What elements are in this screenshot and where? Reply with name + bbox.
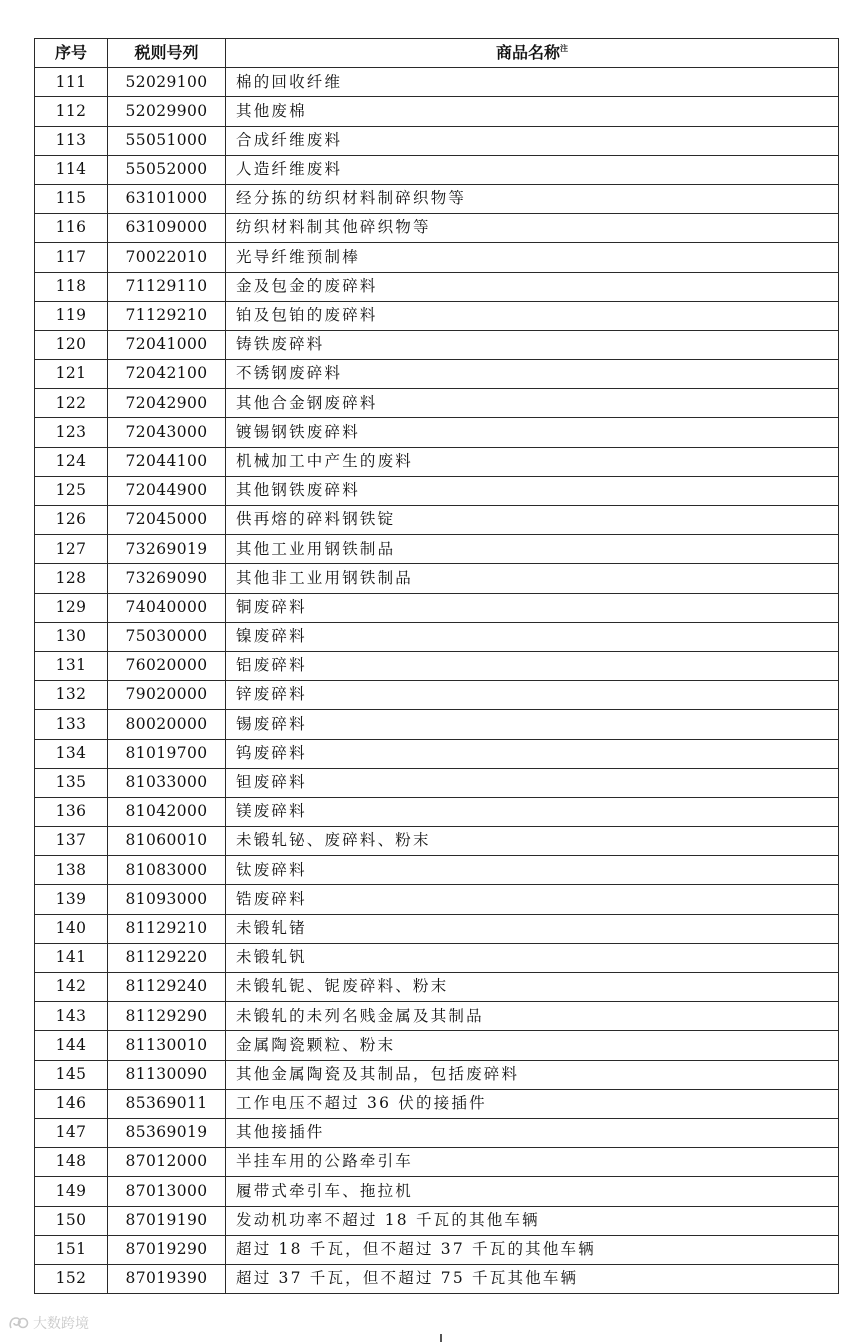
row-seq: 132 — [35, 681, 108, 710]
row-tariff-code: 81129210 — [108, 914, 226, 943]
row-commodity-name: 镍废碎料 — [226, 622, 839, 651]
table-row — [35, 739, 839, 768]
row-tariff-code: 55052000 — [108, 155, 226, 184]
row-tariff-code: 79020000 — [108, 681, 226, 710]
row-seq: 147 — [35, 1118, 108, 1147]
row-seq: 112 — [35, 97, 108, 126]
row-commodity-name: 工作电压不超过 36 伏的接插件 — [226, 1089, 839, 1118]
row-seq: 142 — [35, 973, 108, 1002]
row-tariff-code: 72045000 — [108, 506, 226, 535]
row-commodity-name: 金及包金的废碎料 — [226, 272, 839, 301]
row-tariff-code: 81033000 — [108, 768, 226, 797]
row-tariff-code: 52029100 — [108, 68, 226, 97]
row-seq: 135 — [35, 768, 108, 797]
table-row — [35, 506, 839, 535]
row-seq: 148 — [35, 1148, 108, 1177]
row-seq: 111 — [35, 68, 108, 97]
row-commodity-name: 镀锡钢铁废碎料 — [226, 418, 839, 447]
row-seq: 127 — [35, 535, 108, 564]
table-row — [35, 768, 839, 797]
row-seq: 123 — [35, 418, 108, 447]
row-tariff-code: 87019190 — [108, 1206, 226, 1235]
row-commodity-name: 未锻轧铋、废碎料、粉末 — [226, 827, 839, 856]
row-seq: 115 — [35, 184, 108, 213]
row-seq: 150 — [35, 1206, 108, 1235]
row-commodity-name: 其他钢铁废碎料 — [226, 476, 839, 505]
table-row — [35, 1177, 839, 1206]
header-commodity-name-label: 商品名称 — [495, 43, 560, 63]
row-commodity-name: 不锈钢废碎料 — [226, 360, 839, 389]
row-seq: 131 — [35, 651, 108, 680]
row-commodity-name: 履带式牵引车、拖拉机 — [226, 1177, 839, 1206]
row-tariff-code: 81130090 — [108, 1060, 226, 1089]
row-commodity-name: 纺织材料制其他碎织物等 — [226, 214, 839, 243]
header-tariff-code: 税则号列 — [108, 39, 226, 68]
table-row — [35, 1031, 839, 1060]
row-seq: 144 — [35, 1031, 108, 1060]
table-row — [35, 214, 839, 243]
row-seq: 119 — [35, 301, 108, 330]
watermark — [8, 1313, 89, 1333]
table-row — [35, 973, 839, 1002]
row-tariff-code: 52029900 — [108, 97, 226, 126]
table-row — [35, 681, 839, 710]
row-commodity-name: 铝废碎料 — [226, 651, 839, 680]
row-tariff-code: 63109000 — [108, 214, 226, 243]
table-row — [35, 1235, 839, 1264]
row-tariff-code: 81093000 — [108, 885, 226, 914]
table-row — [35, 1089, 839, 1118]
table-row — [35, 943, 839, 972]
table-row — [35, 330, 839, 359]
row-seq: 125 — [35, 476, 108, 505]
table-row — [35, 272, 839, 301]
row-seq: 121 — [35, 360, 108, 389]
row-tariff-code: 72042100 — [108, 360, 226, 389]
table-row — [35, 1118, 839, 1147]
row-seq: 138 — [35, 856, 108, 885]
row-tariff-code: 81042000 — [108, 797, 226, 826]
table-row — [35, 535, 839, 564]
row-tariff-code: 81130010 — [108, 1031, 226, 1060]
row-commodity-name: 锡废碎料 — [226, 710, 839, 739]
table-row — [35, 447, 839, 476]
row-tariff-code: 75030000 — [108, 622, 226, 651]
table-row — [35, 1002, 839, 1031]
row-tariff-code: 63101000 — [108, 184, 226, 213]
row-tariff-code: 81129290 — [108, 1002, 226, 1031]
row-commodity-name: 未锻轧锗 — [226, 914, 839, 943]
row-seq: 140 — [35, 914, 108, 943]
row-tariff-code: 72044900 — [108, 476, 226, 505]
row-seq: 124 — [35, 447, 108, 476]
row-commodity-name: 铂及包铂的废碎料 — [226, 301, 839, 330]
table-row — [35, 827, 839, 856]
row-commodity-name: 经分拣的纺织材料制碎织物等 — [226, 184, 839, 213]
table-row — [35, 97, 839, 126]
row-seq: 130 — [35, 622, 108, 651]
row-tariff-code: 73269019 — [108, 535, 226, 564]
row-seq: 134 — [35, 739, 108, 768]
row-seq: 126 — [35, 506, 108, 535]
row-tariff-code: 72044100 — [108, 447, 226, 476]
row-seq: 114 — [35, 155, 108, 184]
row-tariff-code: 81129240 — [108, 973, 226, 1002]
row-seq: 129 — [35, 593, 108, 622]
watermark-text: 大数跨境 — [33, 1316, 89, 1332]
row-tariff-code: 73269090 — [108, 564, 226, 593]
table-row — [35, 243, 839, 272]
row-commodity-name: 其他合金钢废碎料 — [226, 389, 839, 418]
row-seq: 149 — [35, 1177, 108, 1206]
table-row — [35, 564, 839, 593]
row-tariff-code: 74040000 — [108, 593, 226, 622]
page-number-mark — [440, 1334, 442, 1342]
row-seq: 137 — [35, 827, 108, 856]
row-seq: 143 — [35, 1002, 108, 1031]
row-commodity-name: 棉的回收纤维 — [226, 68, 839, 97]
row-tariff-code: 81129220 — [108, 943, 226, 972]
table-row — [35, 914, 839, 943]
row-seq: 118 — [35, 272, 108, 301]
row-tariff-code: 71129110 — [108, 272, 226, 301]
table-row — [35, 856, 839, 885]
row-tariff-code: 87019390 — [108, 1264, 226, 1293]
row-commodity-name: 机械加工中产生的废料 — [226, 447, 839, 476]
row-tariff-code: 55051000 — [108, 126, 226, 155]
table-row — [35, 155, 839, 184]
row-commodity-name: 光导纤维预制棒 — [226, 243, 839, 272]
table-row — [35, 68, 839, 97]
header-seq: 序号 — [35, 39, 108, 68]
row-commodity-name: 供再熔的碎料钢铁锭 — [226, 506, 839, 535]
row-seq: 128 — [35, 564, 108, 593]
row-seq: 120 — [35, 330, 108, 359]
row-commodity-name: 未锻轧钒 — [226, 943, 839, 972]
row-commodity-name: 未锻轧的未列名贱金属及其制品 — [226, 1002, 839, 1031]
row-tariff-code: 87019290 — [108, 1235, 226, 1264]
row-tariff-code: 80020000 — [108, 710, 226, 739]
row-commodity-name: 其他非工业用钢铁制品 — [226, 564, 839, 593]
row-commodity-name: 未锻轧铌、铌废碎料、粉末 — [226, 973, 839, 1002]
table-row — [35, 710, 839, 739]
row-tariff-code: 81083000 — [108, 856, 226, 885]
table-row — [35, 476, 839, 505]
row-commodity-name: 镁废碎料 — [226, 797, 839, 826]
table-row — [35, 126, 839, 155]
row-tariff-code: 70022010 — [108, 243, 226, 272]
row-tariff-code: 76020000 — [108, 651, 226, 680]
table-row — [35, 885, 839, 914]
row-commodity-name: 其他工业用钢铁制品 — [226, 535, 839, 564]
row-tariff-code: 85369011 — [108, 1089, 226, 1118]
table-row — [35, 1206, 839, 1235]
row-commodity-name: 锌废碎料 — [226, 681, 839, 710]
table-row — [35, 1148, 839, 1177]
row-seq: 117 — [35, 243, 108, 272]
row-tariff-code: 72041000 — [108, 330, 226, 359]
table-row — [35, 1264, 839, 1293]
row-commodity-name: 锆废碎料 — [226, 885, 839, 914]
table-row — [35, 622, 839, 651]
row-commodity-name: 半挂车用的公路牵引车 — [226, 1148, 839, 1177]
row-tariff-code: 87013000 — [108, 1177, 226, 1206]
row-commodity-name: 其他接插件 — [226, 1118, 839, 1147]
table-row — [35, 389, 839, 418]
row-seq: 116 — [35, 214, 108, 243]
row-seq: 136 — [35, 797, 108, 826]
row-commodity-name: 合成纤维废料 — [226, 126, 839, 155]
table-header-row — [35, 39, 839, 68]
row-commodity-name: 发动机功率不超过 18 千瓦的其他车辆 — [226, 1206, 839, 1235]
row-commodity-name: 铸铁废碎料 — [226, 330, 839, 359]
table-row — [35, 1060, 839, 1089]
row-tariff-code: 85369019 — [108, 1118, 226, 1147]
row-seq: 151 — [35, 1235, 108, 1264]
header-note-mark: 注 — [560, 44, 568, 54]
row-seq: 122 — [35, 389, 108, 418]
row-commodity-name: 超过 37 千瓦，但不超过 75 千瓦其他车辆 — [226, 1264, 839, 1293]
brand-logo-icon — [8, 1315, 30, 1331]
row-commodity-name: 超过 18 千瓦，但不超过 37 千瓦的其他车辆 — [226, 1235, 839, 1264]
row-seq: 141 — [35, 943, 108, 972]
table-row — [35, 301, 839, 330]
row-seq: 152 — [35, 1264, 108, 1293]
row-seq: 133 — [35, 710, 108, 739]
row-commodity-name: 铜废碎料 — [226, 593, 839, 622]
row-tariff-code: 71129210 — [108, 301, 226, 330]
row-tariff-code: 81019700 — [108, 739, 226, 768]
row-commodity-name: 钛废碎料 — [226, 856, 839, 885]
row-tariff-code: 72042900 — [108, 389, 226, 418]
row-commodity-name: 金属陶瓷颗粒、粉末 — [226, 1031, 839, 1060]
row-seq: 113 — [35, 126, 108, 155]
commodity-table — [34, 38, 839, 1294]
row-commodity-name: 其他废棉 — [226, 97, 839, 126]
row-seq: 146 — [35, 1089, 108, 1118]
row-seq: 139 — [35, 885, 108, 914]
row-commodity-name: 其他金属陶瓷及其制品，包括废碎料 — [226, 1060, 839, 1089]
table-row — [35, 593, 839, 622]
row-seq: 145 — [35, 1060, 108, 1089]
row-tariff-code: 72043000 — [108, 418, 226, 447]
table-row — [35, 418, 839, 447]
table-row — [35, 797, 839, 826]
table-row — [35, 360, 839, 389]
row-commodity-name: 人造纤维废料 — [226, 155, 839, 184]
table-row — [35, 651, 839, 680]
row-commodity-name: 钽废碎料 — [226, 768, 839, 797]
row-commodity-name: 钨废碎料 — [226, 739, 839, 768]
header-commodity-name — [226, 39, 839, 68]
table-row — [35, 184, 839, 213]
row-tariff-code: 87012000 — [108, 1148, 226, 1177]
row-tariff-code: 81060010 — [108, 827, 226, 856]
